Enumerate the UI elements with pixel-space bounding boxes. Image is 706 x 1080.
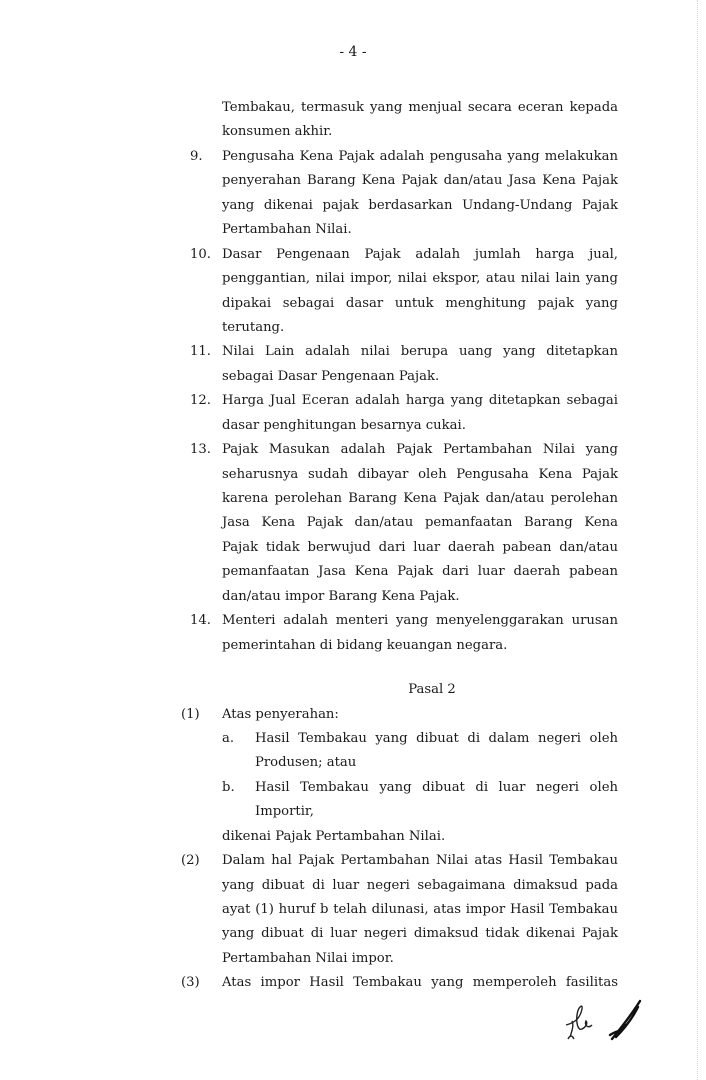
text-line — [0, 776, 706, 800]
definition-item — [0, 609, 706, 658]
text-line — [0, 316, 706, 340]
line-text: Jasa Kena Pajak dan/atau pemanfaatan Barang Kena — [222, 515, 618, 531]
line-text: dikenai Pajak Pertambahan Nilai. — [222, 828, 446, 844]
text-line — [0, 218, 706, 242]
line-text: karena perolehan Barang Kena Pajak dan/atau perolehan — [222, 491, 618, 506]
ayat-item — [0, 849, 706, 971]
definition-number: 11. — [190, 344, 211, 360]
section-gap — [0, 658, 706, 678]
text-line — [0, 703, 706, 727]
text-line — [0, 145, 706, 169]
text-line — [0, 365, 706, 389]
text-line — [0, 438, 706, 462]
line-text: Harga Jual Eceran adalah harga yang ditetapkan sebagai — [222, 393, 618, 409]
sub-item-label: b. — [222, 779, 235, 795]
line-text: penyerahan Barang Kena Pajak dan/atau Jasa Kena Pajak — [222, 173, 618, 189]
definition-number: 13. — [190, 442, 211, 458]
text-line — [0, 487, 706, 511]
initials-signature — [560, 995, 650, 1045]
text-line — [0, 463, 706, 487]
text-line — [0, 727, 706, 751]
text-line — [0, 169, 706, 193]
text-line — [0, 511, 706, 535]
line-text: Pertambahan Nilai impor. — [222, 950, 394, 966]
sub-item-label: a. — [222, 730, 235, 746]
definition-number: 14. — [190, 613, 211, 629]
line-text: dan/atau impor Barang Kena Pajak. — [222, 588, 460, 604]
text-line — [0, 609, 706, 633]
text-line — [0, 947, 706, 971]
text-line — [0, 898, 706, 922]
text-line — [0, 585, 706, 609]
line-text: Nilai Lain adalah nilai berupa uang yang ditetapkan — [222, 344, 618, 360]
text-line — [0, 874, 706, 898]
line-text: seharusnya sudah dibayar oleh Pengusaha Kena Pajak — [222, 466, 618, 482]
definition-number: 12. — [190, 393, 211, 409]
definition-number: 9. — [190, 148, 203, 164]
text-line — [0, 922, 706, 946]
line-text: dipakai sebagai dasar untuk menghitung pajak yang — [222, 295, 618, 311]
line-text: Pengusaha Kena Pajak adalah pengusaha yang melakukan — [222, 148, 618, 164]
line-text: penggantian, nilai impor, nilai ekspor, atau nilai lain yang — [222, 271, 618, 287]
line-text: dasar penghitungan besarnya cukai. — [222, 417, 466, 433]
text-line — [0, 751, 706, 775]
line-text: Dasar Pengenaan Pajak adalah jumlah harga jual, — [222, 246, 618, 262]
line-text: Menteri adalah menteri yang menyelenggarakan urusan — [222, 613, 618, 629]
page-number: - 4 - — [339, 44, 367, 60]
text-line — [0, 292, 706, 316]
ayat-item — [0, 971, 706, 995]
line-text: pemerintahan di bidang keuangan negara. — [222, 637, 508, 653]
line-text: Tembakau, termasuk yang menjual secara eceran kepada — [222, 100, 618, 115]
line-text: Atas impor Hasil Tembakau yang memperoleh fasilitas — [222, 975, 618, 991]
line-text: Hasil Tembakau yang dibuat di dalam negeri oleh — [255, 730, 618, 746]
document-body — [0, 96, 706, 996]
text-line — [0, 414, 706, 438]
text-line — [0, 194, 706, 218]
line-text: sebagai Dasar Pengenaan Pajak. — [222, 368, 440, 384]
text-line — [0, 267, 706, 291]
definition-item — [0, 145, 706, 243]
line-text: Pajak Masukan adalah Pajak Pertambahan Nilai yang — [222, 442, 618, 458]
ayat-item — [0, 703, 706, 850]
pasal-heading: Pasal 2 — [408, 682, 456, 698]
definition-item — [0, 438, 706, 609]
pasal-heading-row — [0, 678, 706, 702]
line-text: Atas penyerahan: — [222, 706, 339, 722]
line-text: konsumen akhir. — [222, 124, 333, 140]
ayat-number: (3) — [181, 975, 200, 991]
ayat-number: (1) — [181, 706, 200, 722]
definition-item — [0, 243, 706, 341]
line-text: yang dibuat di luar negeri sebagaimana dimaksud pada — [222, 877, 618, 893]
text-line — [0, 634, 706, 658]
text-line — [0, 120, 706, 144]
text-line — [0, 800, 706, 824]
definition-item — [0, 340, 706, 389]
sub-item — [0, 727, 706, 776]
text-line — [0, 849, 706, 873]
text-line — [0, 536, 706, 560]
line-text: Dalam hal Pajak Pertambahan Nilai atas Hasil Tembakau — [222, 853, 618, 869]
line-text: yang dikenai pajak berdasarkan Undang-Undang Pajak — [222, 197, 618, 213]
line-text: Hasil Tembakau yang dibuat di luar negeri oleh — [255, 779, 618, 795]
line-text: Pajak tidak berwujud dari luar daerah pabean dan/atau — [222, 539, 618, 555]
ayat-number: (2) — [181, 853, 200, 869]
text-line — [0, 340, 706, 364]
line-text: yang dibuat di luar negeri dimaksud tidak dikenai Pajak — [222, 926, 618, 942]
text-line — [0, 825, 706, 849]
definition-item — [0, 96, 706, 145]
text-line — [0, 389, 706, 413]
text-line — [0, 96, 706, 120]
line-text: ayat (1) huruf b telah dilunasi, atas impor Hasil Tembakau — [222, 902, 618, 917]
line-text: pemanfaatan Jasa Kena Pajak dari luar daerah pabean — [222, 564, 618, 580]
definition-item — [0, 389, 706, 438]
line-text: Produsen; atau — [255, 755, 357, 771]
sub-item — [0, 776, 706, 825]
definition-number: 10. — [190, 246, 211, 262]
text-line — [0, 243, 706, 267]
line-text: terutang. — [222, 319, 285, 335]
line-text: Pertambahan Nilai. — [222, 222, 352, 238]
line-text: Importir, — [255, 804, 314, 820]
text-line — [0, 560, 706, 584]
text-line — [0, 971, 706, 995]
